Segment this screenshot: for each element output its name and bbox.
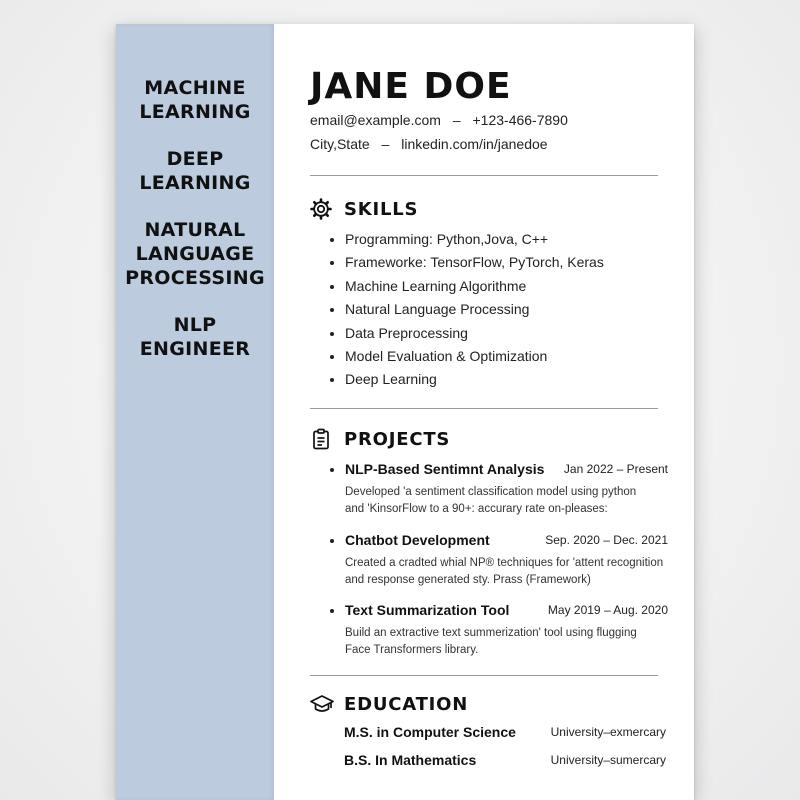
bullet [330,609,334,613]
list-item: Data Preprocessing [330,324,604,347]
list-item: Natural Language Processing [330,300,604,323]
list-item: Deep Learning [330,370,604,393]
education-school: University–exmercary [550,725,666,739]
sidebar-line: LEARNING [139,101,251,123]
project-item [330,602,668,659]
linkedin-link[interactable]: linkedin.com/in/janedoe [401,136,548,152]
sidebar-item-deep-learning [116,147,274,195]
list-item: Machine Learning Algorithme [330,277,604,300]
education-title: EDUCATION [344,693,469,715]
location-text: City,State [310,136,370,152]
project-title: Text Summarization Tool [345,602,510,618]
projects-title: PROJECTS [344,428,451,450]
project-dates: Jan 2022 – Present [563,462,668,476]
project-description [345,555,668,589]
phone-text: +123-466-7890 [472,112,568,128]
project-desc-line: Created a cradted whial NP® techniques for 'attent recognition [345,557,664,569]
sidebar-line: NATURAL [144,219,246,241]
project-desc-line: Build an extractive text summerization' tool using flugging [345,627,637,639]
main-content [310,24,670,800]
sidebar-line: MACHINE [144,77,246,99]
divider [310,175,658,176]
list-item: Programming: Python,Jova, C++ [330,230,604,253]
project-item [330,532,668,589]
project-description [345,625,668,659]
project-desc-line: and 'KinsorFlow to a 90+: accurary rate on-pleases: [345,503,608,515]
skills-title: SKILLS [344,198,419,220]
contact-separator: – [381,136,390,152]
sidebar-line: LANGUAGE [135,243,255,265]
list-item: Frameworke: TensorFlow, PyTorch, Keras [330,253,604,276]
divider [310,408,658,409]
contact-line-2 [310,136,548,152]
skills-list [330,230,604,394]
gear-icon [310,198,332,220]
sidebar-item-nlp [116,218,274,290]
education-degree: B.S. In Mathematics [344,752,477,768]
education-degree: M.S. in Computer Science [344,724,516,740]
project-item [330,461,668,518]
email-text[interactable]: email@example.com [310,112,441,128]
sidebar-line: NLP [173,314,217,336]
divider [310,675,658,676]
bullet [330,468,334,472]
bullet [330,539,334,543]
sidebar-item-nlp-engineer [116,313,274,361]
education-heading [310,692,468,716]
sidebar-line: PROCESSING [125,267,265,289]
list-item: Model Evaluation & Optimization [330,347,604,370]
project-title: NLP-Based Sentimnt Analysis [345,461,545,477]
skills-heading [310,197,418,221]
sidebar [116,24,274,800]
project-description [345,484,668,518]
resume-page [116,24,694,800]
sidebar-line: ENGINEER [139,338,251,360]
sidebar-line: DEEP [166,148,224,170]
clipboard-icon [310,428,332,450]
project-desc-line: Face Transformers library. [345,644,479,656]
education-item [344,724,666,744]
sidebar-item-machine-learning [116,76,274,124]
project-dates: May 2019 – Aug. 2020 [547,603,668,617]
page-title: JANE DOE [310,66,512,107]
project-dates: Sep. 2020 – Dec. 2021 [545,533,668,547]
sidebar-line: LEARNING [139,172,251,194]
project-desc-line: Developed 'a sentiment classification model using python [345,486,637,498]
education-school: University–sumercary [550,753,666,767]
contact-separator: – [452,112,461,128]
graduation-cap-icon [310,693,332,715]
contact-line-1 [310,112,568,128]
education-item [344,752,666,772]
projects-heading [310,427,450,451]
project-title: Chatbot Development [345,532,490,548]
project-desc-line: and response generated sty. Prass (Framework) [345,574,591,586]
